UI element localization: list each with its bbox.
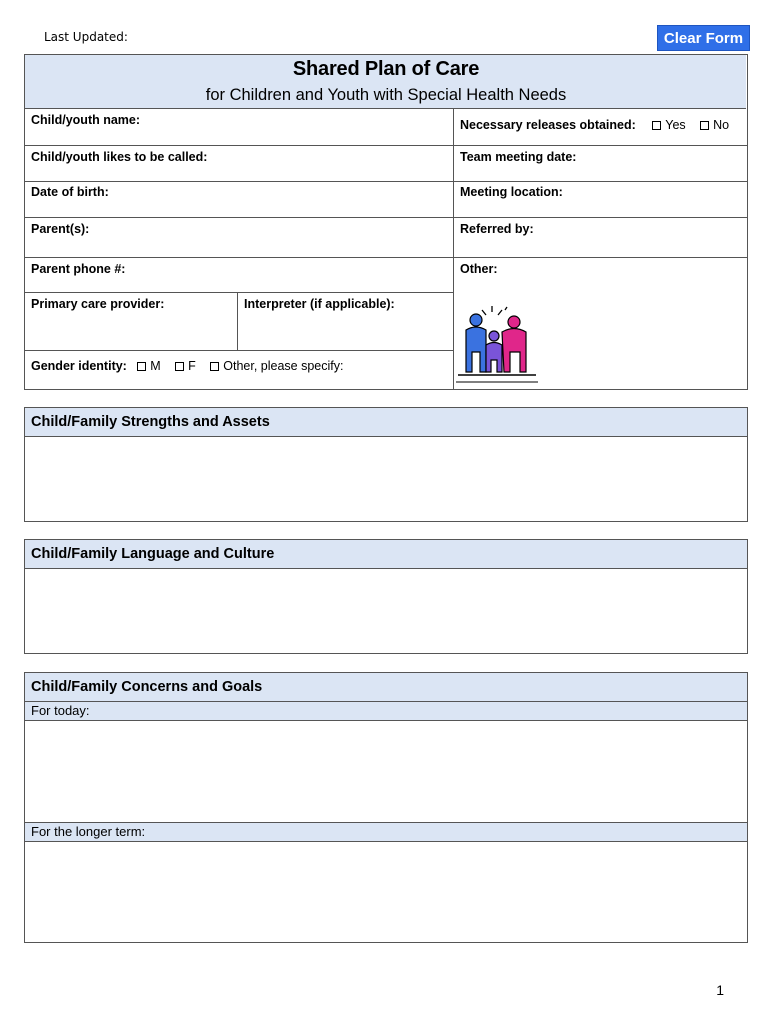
concerns-heading: Child/Family Concerns and Goals [25,673,747,701]
parent-phone-field[interactable]: Parent phone #: [31,262,126,276]
gender-other-label: Other, please specify: [223,359,344,373]
releases-yes-checkbox[interactable] [652,121,661,130]
child-name-field[interactable]: Child/youth name: [31,113,141,127]
row-divider [25,257,747,258]
language-input[interactable] [25,569,747,653]
last-updated-label: Last Updated: [44,30,128,44]
page-title [24,55,748,109]
sparkle-icon [505,307,507,310]
title-main: Shared Plan of Care [292,58,480,80]
dob-field[interactable]: Date of birth: [31,185,109,199]
strengths-input[interactable] [25,437,747,521]
other-field[interactable]: Other: [460,262,498,276]
for-today-input[interactable] [25,721,747,822]
adult-figure-icon [466,314,486,372]
gender-other-checkbox[interactable] [210,362,219,371]
team-meeting-field[interactable]: Team meeting date: [460,150,577,164]
releases-row [460,116,729,134]
row-divider [25,181,747,182]
longer-term-label: For the longer term: [25,822,747,842]
gender-f-checkbox[interactable] [175,362,184,371]
sparkle-icon [498,310,502,315]
releases-no-checkbox[interactable] [700,121,709,130]
interpreter-field[interactable]: Interpreter (if applicable): [244,297,395,311]
for-today-label: For today: [25,701,747,721]
row-divider [25,145,747,146]
releases-yes-label: Yes [665,118,686,132]
meeting-location-field[interactable]: Meeting location: [460,185,563,199]
row-divider [25,350,453,351]
row-divider [25,217,747,218]
releases-no-label: No [713,118,730,132]
page-number: 1 [716,982,724,998]
gender-m-label: M [150,359,161,373]
column-divider [237,292,238,350]
strengths-section [24,407,748,522]
language-section [24,539,748,654]
parents-field[interactable]: Parent(s): [31,222,90,236]
child-figure-icon [486,331,502,372]
gender-m-checkbox[interactable] [137,362,146,371]
gender-identity-label: Gender identity: [31,359,127,373]
releases-label: Necessary releases obtained: [460,118,636,132]
family-illustration-icon [452,300,542,388]
preferred-name-field[interactable]: Child/youth likes to be called: [31,150,208,164]
referred-by-field[interactable]: Referred by: [460,222,534,236]
concerns-section [24,672,748,943]
row-divider [25,292,453,293]
title-subtitle: for Children and Youth with Special Health Needs [205,86,567,104]
gender-f-label: F [188,359,196,373]
adult-figure-icon [502,316,526,372]
gender-identity-row [31,357,343,375]
primary-care-field[interactable]: Primary care provider: [31,297,165,311]
sparkle-icon [482,310,486,315]
strengths-heading: Child/Family Strengths and Assets [25,408,747,437]
language-heading: Child/Family Language and Culture [25,540,747,569]
clear-form-button[interactable]: Clear Form [657,25,750,51]
longer-term-input[interactable] [25,842,747,942]
